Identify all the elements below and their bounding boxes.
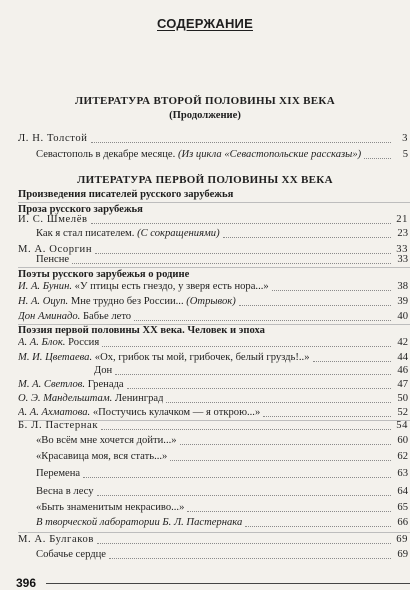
toc-entry-text: В творческой лаборатории Б. Л. Пастернака	[36, 517, 243, 528]
toc-entry-text: Пенсне	[36, 254, 70, 265]
toc-entry-pasternak-work[interactable]	[36, 466, 408, 482]
work-title: «Ох, грибок ты мой, грибочек, белый груздь!..»	[92, 352, 310, 363]
dot-leader	[239, 305, 391, 306]
toc-entry-blok[interactable]	[18, 335, 408, 351]
section-subheading-continued: (Продолжение)	[169, 110, 241, 121]
toc-page-number: 60	[397, 435, 408, 446]
category-title-poets: Поэты русского зарубежья о родине	[18, 269, 190, 280]
dot-leader	[97, 543, 391, 544]
work-title: Мне трудно без России...	[68, 296, 187, 307]
toc-entry-pasternak-work[interactable]	[36, 433, 408, 449]
toc-page-number: 40	[397, 311, 408, 322]
toc-page-number: 50	[397, 393, 408, 404]
work-note: (Из цикла «Севастопольские рассказы»)	[177, 149, 362, 160]
toc-page-number: 38	[397, 281, 408, 292]
toc-page-number: 52	[397, 407, 408, 418]
dot-leader	[101, 429, 391, 430]
dot-leader	[102, 346, 391, 347]
toc-page-number: 21	[396, 214, 408, 225]
toc-page-number: 63	[397, 468, 408, 479]
toc-entry-pasternak-workshop[interactable]	[36, 515, 408, 531]
toc-entry-pasternak[interactable]	[18, 418, 408, 434]
toc-entry-shmelev-work[interactable]	[36, 226, 408, 242]
work-title: «Постучись кулачком — я открою...»	[90, 407, 261, 418]
toc-entry-aminad[interactable]	[18, 309, 408, 325]
dot-leader	[187, 511, 391, 512]
toc-entry-text: «Быть знаменитым некрасиво...»	[36, 502, 185, 513]
section-heading-19th-century: ЛИТЕРАТУРА ВТОРОЙ ПОЛОВИНЫ XIX ВЕКА	[75, 95, 335, 107]
toc-entry-pasternak-work[interactable]	[36, 500, 408, 516]
toc-entry-tolstoy[interactable]	[18, 131, 408, 147]
toc-entry-text: Дон	[94, 365, 113, 376]
dot-leader	[166, 402, 391, 403]
work-note: (Отрывок)	[186, 296, 236, 307]
author-name: И. А. Бунин.	[18, 281, 72, 292]
dot-leader	[83, 477, 391, 478]
toc-page-number: 69	[397, 549, 408, 560]
toc-page-number: 47	[397, 379, 408, 390]
work-title: «У птицы есть гнездо, у зверя есть нора...»	[72, 281, 269, 292]
toc-page-number: 66	[397, 517, 408, 528]
toc-page-number: 42	[397, 337, 408, 348]
toc-page-number: 46	[397, 365, 408, 376]
work-title: Севастополь в декабре месяце.	[36, 149, 178, 160]
dot-leader	[115, 374, 391, 375]
dot-leader	[313, 361, 392, 362]
toc-entry-bulgakov[interactable]	[18, 532, 408, 548]
author-name: М. А. Светлов.	[18, 379, 86, 390]
dot-leader	[364, 158, 391, 159]
toc-page-number: 64	[397, 486, 408, 497]
author-name: А. А. Ахматова.	[18, 407, 91, 418]
dot-leader	[72, 263, 391, 264]
toc-entry-text: М. А. Осоргин	[18, 244, 93, 255]
dot-leader	[245, 526, 391, 527]
dot-leader	[272, 290, 391, 291]
page-number: 396	[16, 576, 37, 590]
work-title: Бабье лето	[80, 311, 132, 322]
author-name: Н. А. Оцуп.	[18, 296, 69, 307]
dot-leader	[263, 416, 391, 417]
dot-leader	[134, 320, 391, 321]
toc-page-number: 62	[397, 451, 408, 462]
toc-page-number: 3	[402, 133, 408, 144]
toc-entry-text: «Красавица моя, вся стать...»	[36, 451, 168, 462]
author-name: Дон Аминадо.	[18, 311, 81, 322]
dot-leader	[223, 237, 391, 238]
author-name: М. И. Цветаева.	[18, 352, 93, 363]
toc-entry-sevastopol[interactable]	[36, 147, 408, 163]
toc-entry-text	[36, 226, 220, 242]
footer-rule	[46, 583, 410, 584]
author-name: А. А. Блок.	[18, 337, 66, 348]
toc-page-number: 39	[397, 296, 408, 307]
section-heading-20th-century: ЛИТЕРАТУРА ПЕРВОЙ ПОЛОВИНЫ XX ВЕКА	[77, 174, 333, 186]
toc-page-number: 44	[397, 352, 408, 363]
group-title-emigre-writers: Произведения писателей русского зарубежья	[18, 189, 234, 200]
toc-entry-pasternak-work[interactable]	[36, 449, 408, 465]
toc-entry-text: Л. Н. Толстой	[18, 133, 88, 144]
toc-entry-text: М. А. Булгаков	[18, 534, 94, 545]
category-title-poetry: Поэзия первой половины XX века. Человек и эпоха	[18, 325, 265, 336]
toc-entry-pasternak-work[interactable]	[36, 484, 408, 500]
dot-leader	[180, 444, 391, 445]
work-note: (С сокращениями)	[137, 228, 220, 239]
toc-page-number: 65	[397, 502, 408, 513]
dot-leader	[127, 388, 391, 389]
toc-page-number: 33	[397, 254, 408, 265]
toc-entry-text: «Во всём мне хочется дойти...»	[36, 435, 177, 446]
author-name: О. Э. Мандельштам.	[18, 393, 113, 404]
category-title-prose: Проза русского зарубежья	[18, 204, 143, 215]
dot-leader	[91, 223, 391, 224]
toc-entry-bunin[interactable]	[18, 279, 408, 295]
work-title: Россия	[65, 337, 100, 348]
dot-leader	[170, 460, 391, 461]
toc-entry-text	[36, 147, 361, 163]
dot-leader	[91, 142, 391, 143]
dot-leader	[97, 495, 391, 496]
toc-page-number: 54	[396, 420, 408, 431]
toc-entry-text	[18, 335, 99, 351]
toc-entry-text: Собачье сердце	[36, 549, 106, 560]
toc-page-number: 5	[402, 149, 408, 160]
toc-page-number: 69	[396, 534, 408, 545]
toc-entry-text	[18, 309, 131, 325]
toc-entry-text: Перемена	[36, 468, 81, 479]
toc-entry-text: И. С. Шмелёв	[18, 214, 88, 225]
page-title: СОДЕРЖАНИЕ	[157, 16, 253, 31]
toc-entry-otsup[interactable]	[18, 294, 408, 310]
work-title: Гренада	[85, 379, 124, 390]
toc-page-number: 33	[396, 244, 408, 255]
work-title: Как я стал писателем.	[36, 228, 138, 239]
toc-page-number: 23	[397, 228, 408, 239]
toc-entry-osorgin-work[interactable]	[36, 252, 408, 268]
dot-leader	[109, 558, 391, 559]
toc-entry-text: Весна в лесу	[36, 486, 94, 497]
work-title: Ленинград	[112, 393, 164, 404]
toc-entry-text	[18, 294, 236, 310]
toc-entry-text: Б. Л. Пастернак	[18, 420, 99, 431]
toc-entry-text	[18, 279, 269, 295]
toc-entry-bulgakov-work[interactable]	[36, 547, 408, 563]
